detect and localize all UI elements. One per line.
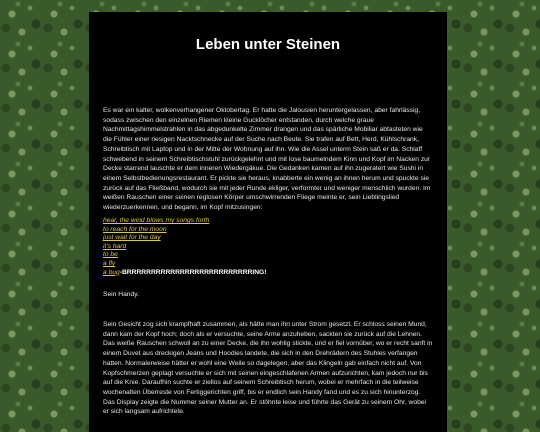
lyric-link-1[interactable]: hear, the wind blows my songs forth — [103, 217, 210, 224]
lyric-link-5[interactable]: to be — [103, 251, 118, 259]
phone-ringing-text: -BRRRRRRRRRRRRRRRRRRRRRRRRRRING! — [119, 268, 267, 276]
lyric-link-4[interactable]: it's hard — [103, 242, 127, 250]
page-title: Leben unter Steinen — [195, 36, 341, 53]
story-paragraph-3: Sein Gesicht zog sich krampfhaft zusammen, als hätte man ihn unter Strom gesetzt. Er schloss seinen Mund, dann kam der Kopf hoch; doch als er versuchte, seine Arme anzuheben, sackten sie zurück auf die Lehnen. Das weiße Rauschen schwoll an zu einer Decke, die ihn wohlig stickte, und er fiel vornüber, wo er recht sanft in einem Duvet aus dreckigen Jeans und Hoodies landete, die sich in den Drehrädern des Stuhles verfangen hatten. Normalerweise hätter er wohl eine Weile so dagelegen, aber das Klingeln gab einfach nicht auf. Von Kopfschmerzen geplagt versuchte er sich mit seinen eingeschlafenen Armen aufzurichten, kam jedoch nur bis auf die Knie. Daraufhin suchte er ziellos auf seinem Schreibtisch herum, wobei er mehrfach in die teilweise wochenalten Überreste von Fertiggerichten griff, bis er endlich sein Handy fand und es zu sich hinunterzog. Das Display zeigte die Nummer seiner Mutter an. Er stöhnte leise und führte das Gerät zu seinem Ohr, wobei er sich langsam aufrichtete. — [103, 321, 433, 416]
story-paragraph-2: Sein Handy. — [103, 291, 139, 298]
lyric-link-2[interactable]: to reach for the moon — [103, 225, 167, 233]
story-paragraph-1: Es war ein kalter, wolkenverhangener Oktobertag. Er hatte die Jalousien heruntergelassen, aber fahrlässig, sodass zwischen den einzelnen Riemen kleine Gucklöcher entstanden, durch welche graue Nachmittagshimmelstrahlen in das abgedunkelte Zimmer drangen und das spärliche Mobiliar abtasteten wie die Fühler einer riesigen Nacktschnecke auf der Suche nach Beute. Sie trafen auf Bett, Herd, Kühlschrank, Schreibtisch mit Laptop und in der Mitte der Wohnung auf ihn. Wie die Assel unterm Stein saß er da. Schlaff schwebend in seinem Schreibtischstuhl zurückgelehnt und mit lose baumelndem Kinn und Kopf im Nacken zur Decke starrend lauschte er dem inneren Wiedergäkue. Die Gedanken kamen auf ihn zugeratert wie Sushi in einem Selbstbedienungsrestaurant. Er pickte sie heraus, knabberte ein wenig an ihnen herum und spuckte sie zurück auf das Fließband, wodurch sie mit jeder Runde ekliger, verformter und weniger menschlich wurden. Im weißen Rauschen einer seinen reglosen Körper umschwirrenden Fliege meinte er, sein Lieblingslied wiederzuerkennen, und begann, im Kopf mitzusingen: — [103, 107, 431, 212]
lyric-link-7[interactable]: a bug — [103, 268, 120, 276]
lyric-link-3[interactable]: just wait for the day — [103, 234, 161, 242]
song-lyrics — [103, 217, 433, 277]
lyric-link-6[interactable]: a fly — [103, 259, 116, 267]
content-panel — [89, 12, 447, 432]
